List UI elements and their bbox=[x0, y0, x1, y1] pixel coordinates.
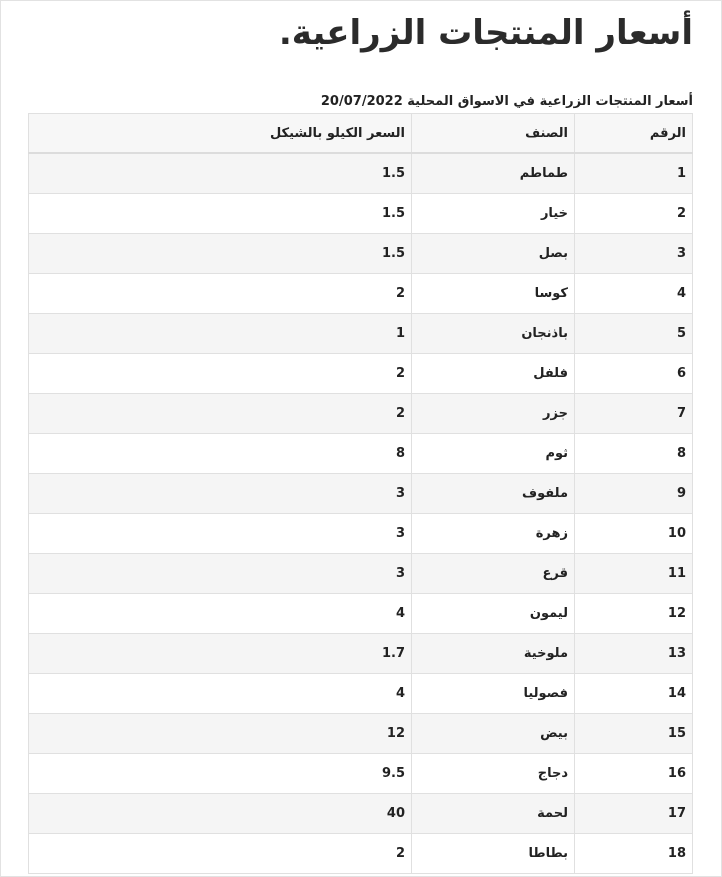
row-item-cell: بطاطا bbox=[412, 834, 575, 874]
row-item-cell: جزر bbox=[412, 394, 575, 434]
table-row bbox=[29, 474, 693, 514]
row-price-cell: 2 bbox=[29, 394, 412, 434]
table-row bbox=[29, 314, 693, 354]
table-row bbox=[29, 714, 693, 754]
row-item-cell: ليمون bbox=[412, 594, 575, 634]
table-row bbox=[29, 153, 693, 194]
row-num-cell: 18 bbox=[575, 834, 693, 874]
row-price-cell: 3 bbox=[29, 474, 412, 514]
row-price-cell: 1.7 bbox=[29, 634, 412, 674]
table-row bbox=[29, 194, 693, 234]
table-row bbox=[29, 794, 693, 834]
prices-table bbox=[28, 113, 693, 874]
row-num-cell: 16 bbox=[575, 754, 693, 794]
row-price-cell: 9.5 bbox=[29, 754, 412, 794]
header-item: الصنف bbox=[412, 114, 575, 154]
row-item-cell: خيار bbox=[412, 194, 575, 234]
header-num: الرقم bbox=[575, 114, 693, 154]
table-row bbox=[29, 634, 693, 674]
row-price-cell: 3 bbox=[29, 554, 412, 594]
table-row bbox=[29, 234, 693, 274]
row-price-cell: 40 bbox=[29, 794, 412, 834]
row-item-cell: ثوم bbox=[412, 434, 575, 474]
row-item-cell: فلفل bbox=[412, 354, 575, 394]
row-price-cell: 2 bbox=[29, 834, 412, 874]
row-price-cell: 8 bbox=[29, 434, 412, 474]
row-num-cell: 14 bbox=[575, 674, 693, 714]
table-row bbox=[29, 674, 693, 714]
row-item-cell: زهرة bbox=[412, 514, 575, 554]
row-num-cell: 2 bbox=[575, 194, 693, 234]
row-num-cell: 15 bbox=[575, 714, 693, 754]
row-num-cell: 10 bbox=[575, 514, 693, 554]
row-price-cell: 3 bbox=[29, 514, 412, 554]
row-item-cell: دجاج bbox=[412, 754, 575, 794]
table-row bbox=[29, 514, 693, 554]
row-num-cell: 12 bbox=[575, 594, 693, 634]
row-num-cell: 6 bbox=[575, 354, 693, 394]
table-row bbox=[29, 754, 693, 794]
table-row bbox=[29, 594, 693, 634]
row-price-cell: 4 bbox=[29, 674, 412, 714]
row-num-cell: 4 bbox=[575, 274, 693, 314]
row-price-cell: 12 bbox=[29, 714, 412, 754]
table-row bbox=[29, 554, 693, 594]
row-item-cell: فصوليا bbox=[412, 674, 575, 714]
header-row bbox=[29, 114, 693, 154]
row-item-cell: باذنجان bbox=[412, 314, 575, 354]
row-item-cell: ملوخية bbox=[412, 634, 575, 674]
row-price-cell: 1.5 bbox=[29, 194, 412, 234]
row-num-cell: 13 bbox=[575, 634, 693, 674]
row-price-cell: 1.5 bbox=[29, 234, 412, 274]
table-caption: أسعار المنتجات الزراعية في الاسواق المحلية 20/07/2022 bbox=[320, 94, 693, 109]
row-price-cell: 1 bbox=[29, 314, 412, 354]
row-num-cell: 5 bbox=[575, 314, 693, 354]
row-price-cell: 2 bbox=[29, 274, 412, 314]
row-item-cell: بصل bbox=[412, 234, 575, 274]
row-item-cell: كوسا bbox=[412, 274, 575, 314]
table-row bbox=[29, 834, 693, 874]
row-price-cell: 2 bbox=[29, 354, 412, 394]
row-item-cell: قرع bbox=[412, 554, 575, 594]
row-price-cell: 4 bbox=[29, 594, 412, 634]
table-header bbox=[29, 114, 693, 154]
row-num-cell: 3 bbox=[575, 234, 693, 274]
header-price: السعر الكيلو بالشيكل bbox=[29, 114, 412, 154]
row-num-cell: 9 bbox=[575, 474, 693, 514]
table-row bbox=[29, 274, 693, 314]
table-row bbox=[29, 394, 693, 434]
row-num-cell: 8 bbox=[575, 434, 693, 474]
table-row bbox=[29, 434, 693, 474]
row-item-cell: طماطم bbox=[412, 153, 575, 194]
row-price-cell: 1.5 bbox=[29, 153, 412, 194]
row-item-cell: بيض bbox=[412, 714, 575, 754]
row-num-cell: 1 bbox=[575, 153, 693, 194]
row-num-cell: 17 bbox=[575, 794, 693, 834]
table-body bbox=[29, 153, 693, 874]
row-item-cell: لحمة bbox=[412, 794, 575, 834]
page-title: أسعار المنتجات الزراعية. bbox=[278, 13, 693, 53]
table-row bbox=[29, 354, 693, 394]
row-item-cell: ملفوف bbox=[412, 474, 575, 514]
row-num-cell: 11 bbox=[575, 554, 693, 594]
row-num-cell: 7 bbox=[575, 394, 693, 434]
